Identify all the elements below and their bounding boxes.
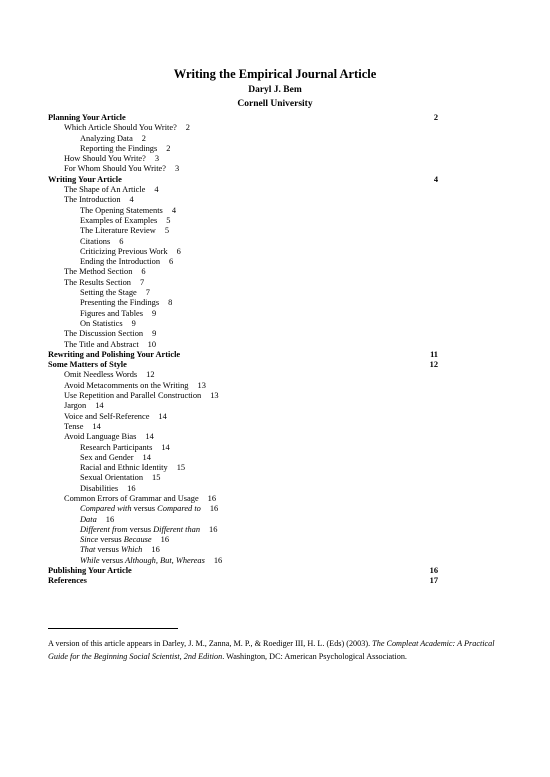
toc-page-number: 2: [185, 123, 190, 133]
toc-page-number: 16: [127, 483, 136, 493]
toc-entry-title: For Whom Should You Write?: [64, 164, 166, 174]
toc-entry-title: References: [48, 576, 87, 586]
toc-entry-title: [80, 504, 201, 513]
toc-entry-title: [80, 525, 200, 534]
toc-entry: [48, 412, 438, 422]
toc-page-number: 10: [147, 339, 157, 349]
toc-title-part: versus: [98, 535, 124, 545]
toc-subentry: [48, 206, 438, 216]
toc-entry-title: Which Article Should You Write?: [64, 123, 177, 133]
toc-entry-title: [80, 535, 152, 544]
toc-entry-title: The Results Section: [64, 277, 131, 287]
toc-subentry: [48, 525, 438, 535]
toc-entry-title: Analyzing Data: [80, 133, 133, 143]
toc-title-part: versus: [131, 504, 158, 514]
toc-entry-title: Rewriting and Polishing Your Article: [48, 349, 181, 359]
toc-subentry: [48, 473, 438, 483]
toc-section: [48, 566, 438, 576]
toc-entry: [48, 329, 438, 339]
toc-title-part: That: [80, 545, 96, 555]
toc-entry: [48, 123, 438, 133]
toc-entry: [48, 195, 438, 205]
toc-page-number: 7: [140, 277, 145, 287]
toc-entry-title: Reporting the Findings: [80, 143, 158, 153]
toc-title-part: versus: [95, 545, 121, 555]
toc-entry-title: Common Errors of Grammar and Usage: [64, 493, 199, 503]
toc-page-number: 6: [169, 257, 174, 267]
toc-title-part: Data: [80, 514, 97, 524]
toc-entry: [48, 494, 438, 504]
toc-entry-title: Jargon: [64, 401, 87, 411]
toc-entry-title: Voice and Self-Reference: [64, 411, 150, 421]
toc-title-part: Compared to: [157, 504, 201, 514]
toc-entry-title: The Introduction: [64, 195, 121, 205]
toc-subentry: [48, 319, 438, 329]
toc-subentry: [48, 504, 438, 514]
toc-page-number: 16: [160, 535, 170, 545]
toc-entry-title: Writing Your Article: [48, 174, 122, 184]
toc-page-number: 16: [105, 514, 115, 524]
toc-entry-title: Planning Your Article: [48, 113, 126, 122]
toc-entry-title: The Title and Abstract: [64, 339, 139, 349]
toc-page-number: 14: [142, 452, 151, 462]
toc-entry: [48, 422, 438, 432]
toc-page-number: 16: [209, 524, 218, 534]
author-name: Daryl J. Bem: [248, 85, 302, 95]
table-of-contents: [48, 113, 438, 587]
toc-page-number: 11: [430, 349, 438, 359]
toc-entry-title: Publishing Your Article: [48, 566, 132, 576]
toc-page-number: 16: [209, 504, 219, 514]
toc-entry: [48, 401, 438, 411]
toc-page-number: 9: [152, 329, 157, 339]
toc-page-number: 9: [152, 308, 157, 318]
toc-subentry: [48, 247, 438, 257]
toc-entry-title: Figures and Tables: [80, 308, 143, 318]
toc-entry-title: The Literature Review: [80, 226, 156, 236]
toc-entry-title: [80, 545, 142, 554]
toc-page-number: 16: [151, 545, 160, 555]
toc-entry-title: Avoid Metacomments on the Writing: [64, 380, 189, 390]
toc-subentry: [48, 134, 438, 144]
toc-page-number: 4: [129, 195, 134, 205]
toc-section: [48, 576, 438, 586]
toc-subentry: [48, 298, 438, 308]
toc-title-part: While: [80, 555, 100, 565]
toc-entry-title: The Method Section: [64, 267, 133, 277]
toc-subentry: [48, 144, 438, 154]
toc-page-number: 14: [145, 432, 154, 442]
toc-page-number: 16: [207, 493, 217, 503]
toc-title-part: Different than: [153, 524, 201, 534]
toc-entry-title: Some Matters of Style: [48, 360, 127, 370]
toc-subentry: [48, 463, 438, 473]
toc-page-number: 14: [95, 401, 104, 411]
toc-entry-title: The Shape of An Article: [64, 185, 146, 195]
toc-page-number: 16: [429, 566, 438, 576]
toc-page-number: 2: [433, 113, 438, 122]
author-affiliation: Cornell University: [237, 99, 313, 109]
toc-entry-title: Disabilities: [80, 483, 119, 493]
toc-entry-title: [80, 515, 97, 524]
toc-page-number: 13: [210, 391, 219, 401]
document-title: Writing the Empirical Journal Article: [173, 67, 377, 81]
toc-entry-title: Setting the Stage: [80, 288, 137, 298]
toc-page-number: 2: [166, 143, 171, 153]
toc-entry-title: The Opening Statements: [80, 205, 163, 215]
toc-page-number: 6: [176, 246, 181, 256]
toc-page-number: 7: [145, 288, 150, 298]
toc-title-part: versus: [99, 555, 126, 565]
toc-subentry: [48, 453, 438, 463]
toc-section: [48, 350, 438, 360]
toc-subentry: [48, 237, 438, 247]
toc-entry-title: Research Participants: [80, 442, 153, 452]
toc-page-number: 9: [131, 318, 136, 328]
toc-entry: [48, 278, 438, 288]
toc-entry-title: Avoid Language Bias: [64, 432, 137, 442]
footnote-book-title: The Compleat Academic: A Practical Guide for the Beginning Social Scientist, 2nd Edition: [48, 639, 495, 662]
toc-page-number: 12: [146, 370, 155, 380]
toc-entry-title: Sexual Orientation: [80, 473, 144, 483]
toc-entry-title: On Statistics: [80, 318, 123, 328]
toc-entry-title: Tense: [64, 421, 84, 431]
footnote-lead: A version of this article appears in Darley, J. M., Zanna, M. P., & Roediger III, H. L. (Eds) (2003).: [48, 639, 373, 648]
toc-subentry: [48, 216, 438, 226]
toc-page-number: 14: [92, 421, 101, 431]
toc-entry-title: Sex and Gender: [80, 452, 134, 462]
toc-page-number: 3: [174, 164, 180, 174]
toc-page-number: 15: [152, 473, 161, 483]
toc-entry: [48, 164, 438, 174]
toc-page-number: 14: [158, 411, 167, 421]
toc-subentry: [48, 484, 438, 494]
toc-entry-title: Citations: [80, 236, 111, 246]
toc-entry: [48, 154, 438, 164]
toc-entry-title: Use Repetition and Parallel Construction: [64, 391, 202, 401]
toc-subentry: [48, 309, 438, 319]
toc-section: [48, 113, 438, 123]
toc-entry: [48, 340, 438, 350]
toc-title-part: Which: [120, 545, 143, 555]
toc-entry: [48, 185, 438, 195]
toc-page-number: 4: [433, 174, 438, 184]
toc-entry: [48, 381, 438, 391]
toc-entry-title: Examples of Examples: [80, 215, 158, 225]
toc-entry-title: Ending the Introduction: [80, 257, 161, 267]
toc-page-number: 4: [171, 205, 176, 215]
toc-subentry: [48, 226, 438, 236]
toc-page-number: 16: [213, 555, 223, 565]
toc-page-number: 5: [164, 226, 169, 236]
toc-page-number: 13: [197, 380, 206, 390]
toc-title-part: Compared with: [80, 504, 132, 514]
footnote-divider: [48, 628, 178, 629]
toc-page-number: 8: [168, 298, 173, 308]
toc-page-number: 17: [429, 576, 438, 586]
toc-page-number: 2: [141, 133, 146, 143]
toc-page-number: 4: [154, 185, 159, 195]
toc-page-number: 14: [161, 442, 170, 452]
toc-title-part: Since: [80, 535, 99, 545]
toc-entry: [48, 391, 438, 401]
toc-subentry: [48, 288, 438, 298]
toc-page-number: 5: [166, 215, 171, 225]
toc-subentry: [48, 535, 438, 545]
toc-subentry: [48, 443, 438, 453]
toc-subentry: [48, 257, 438, 267]
toc-entry: [48, 370, 438, 380]
toc-title-part: versus: [127, 524, 154, 534]
toc-page-number: 6: [141, 267, 146, 277]
toc-entry: [48, 267, 438, 277]
footnote-tail: . Washington, DC: American Psychological Association.: [222, 652, 407, 662]
toc-entry-title: Criticizing Previous Work: [80, 246, 168, 256]
toc-entry-title: Omit Needless Words: [64, 370, 138, 380]
toc-title-part: Because: [123, 535, 152, 545]
toc-subentry: [48, 556, 438, 566]
toc-entry-title: How Should You Write?: [64, 154, 146, 164]
toc-subentry: [48, 545, 438, 555]
toc-entry-title: Presenting the Findings: [80, 298, 160, 308]
toc-page-number: 3: [154, 154, 160, 164]
toc-page-number: 6: [119, 236, 124, 246]
toc-entry-title: The Discussion Section: [64, 329, 144, 339]
toc-entry-title: [80, 556, 205, 565]
toc-entry-title: Racial and Ethnic Identity: [80, 463, 168, 473]
toc-title-part: Although, But, Whereas: [125, 555, 205, 565]
toc-subentry: [48, 515, 438, 525]
toc-page-number: 12: [429, 360, 438, 370]
footnote: [48, 637, 508, 663]
toc-title-part: Different from: [80, 524, 128, 534]
toc-section: [48, 360, 438, 370]
toc-page-number: 15: [176, 463, 186, 473]
toc-entry: [48, 432, 438, 442]
toc-section: [48, 175, 438, 185]
